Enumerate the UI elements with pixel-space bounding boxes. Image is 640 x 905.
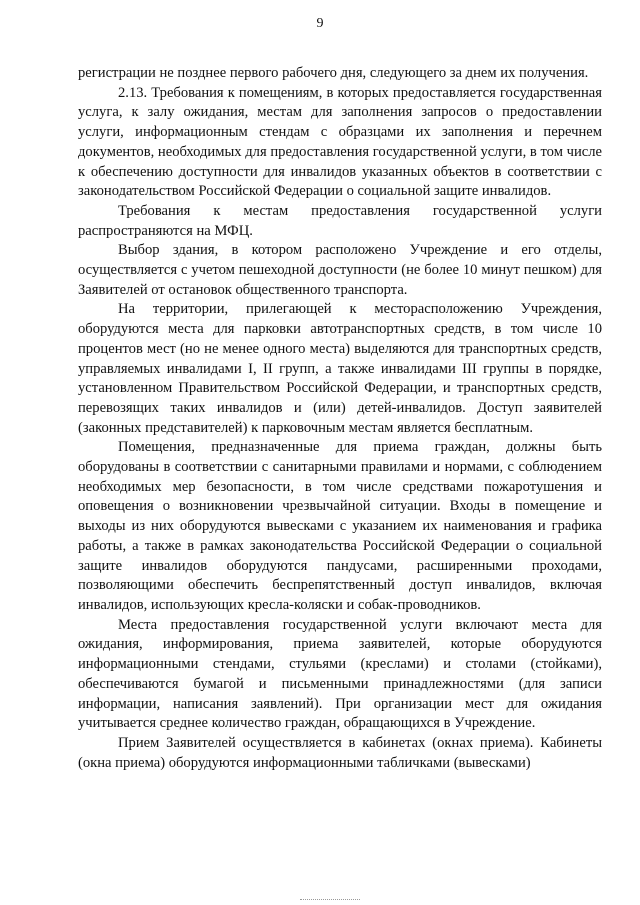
paragraph-continuation: регистрации не позднее первого рабочего дня, следующего за днем их получения.	[78, 65, 589, 81]
paragraph-parking: На территории, прилегающей к месторасположению Учреждения, оборудуются места для парковки автотранспортных средств, в том числе 10 процентов мест (но не менее одного места) выделяются для транспортных средств, управляемых инвалидами I, II групп, а также инвалидами III группы в порядке, установленном Правительством Российской Федерации, и транспортных средств, перевозящих таких инвалидов и (или) детей-инвалидов. Доступ заявителей (законных представителей) к парковочным местам является бесплатным.	[78, 301, 602, 436]
paragraph-section-2-13: 2.13. Требования к помещениям, в которых предоставляется государственная услуга, к залу ожидания, местам для заполнения запросов о предоставлении услуги, информационным стендам с образцами их заполнения и перечнем документов, необходимых для предоставления государственной услуги, в том числе к обеспечению доступности для инвалидов указанных объектов в соответствии с законодательством Российской Федерации о социальной защите инвалидов.	[78, 84, 602, 200]
paragraph-reception: Прием Заявителей осуществляется в кабинетах (окнах приема). Кабинеты (окна приема) оборудуются информационными табличками (вывесками)	[78, 734, 602, 771]
paragraph-premises: Помещения, предназначенные для приема граждан, должны быть оборудованы в соответствии с санитарными правилами и нормами, с соблюдением необходимых мер безопасности, в том числе средствами пожаротушения и оповещения о возникновении чрезвычайной ситуации. Входы в помещение и выходы из них оборудуются вывесками с указанием их наименования и графика работы, а также в рамках законодательства Российской Федерации о социальной защите инвалидов оборудуются пандусами, расширенными проходами, позволяющими обеспечить беспрепятственный доступ инвалидов, включая инвалидов, использующих кресла-коляски и собак-проводников.	[78, 439, 602, 613]
scan-footer-mark	[300, 899, 360, 901]
paragraph-building-choice: Выбор здания, в котором расположено Учреждение и его отделы, осуществляется с учетом пешеходной доступности (не более 10 минут пешком) для Заявителей от остановок общественного транспорта.	[78, 242, 602, 298]
page-number: 9	[316, 16, 324, 31]
paragraph-mfc-requirements: Требования к местам предоставления государственной услуги распространяются на МФЦ.	[78, 202, 602, 239]
paragraph-waiting-areas: Места предоставления государственной услуги включают места для ожидания, информирования, приема заявителей, которые оборудуются информационными стендами, стульями (креслами) и столами (стойками), обеспечиваются бумагой и письменными принадлежностями (для записи информации, написания заявлений). При организации мест для ожидания учитывается среднее количество граждан, обращающихся в Учреждение.	[78, 616, 602, 732]
document-body	[78, 64, 602, 773]
